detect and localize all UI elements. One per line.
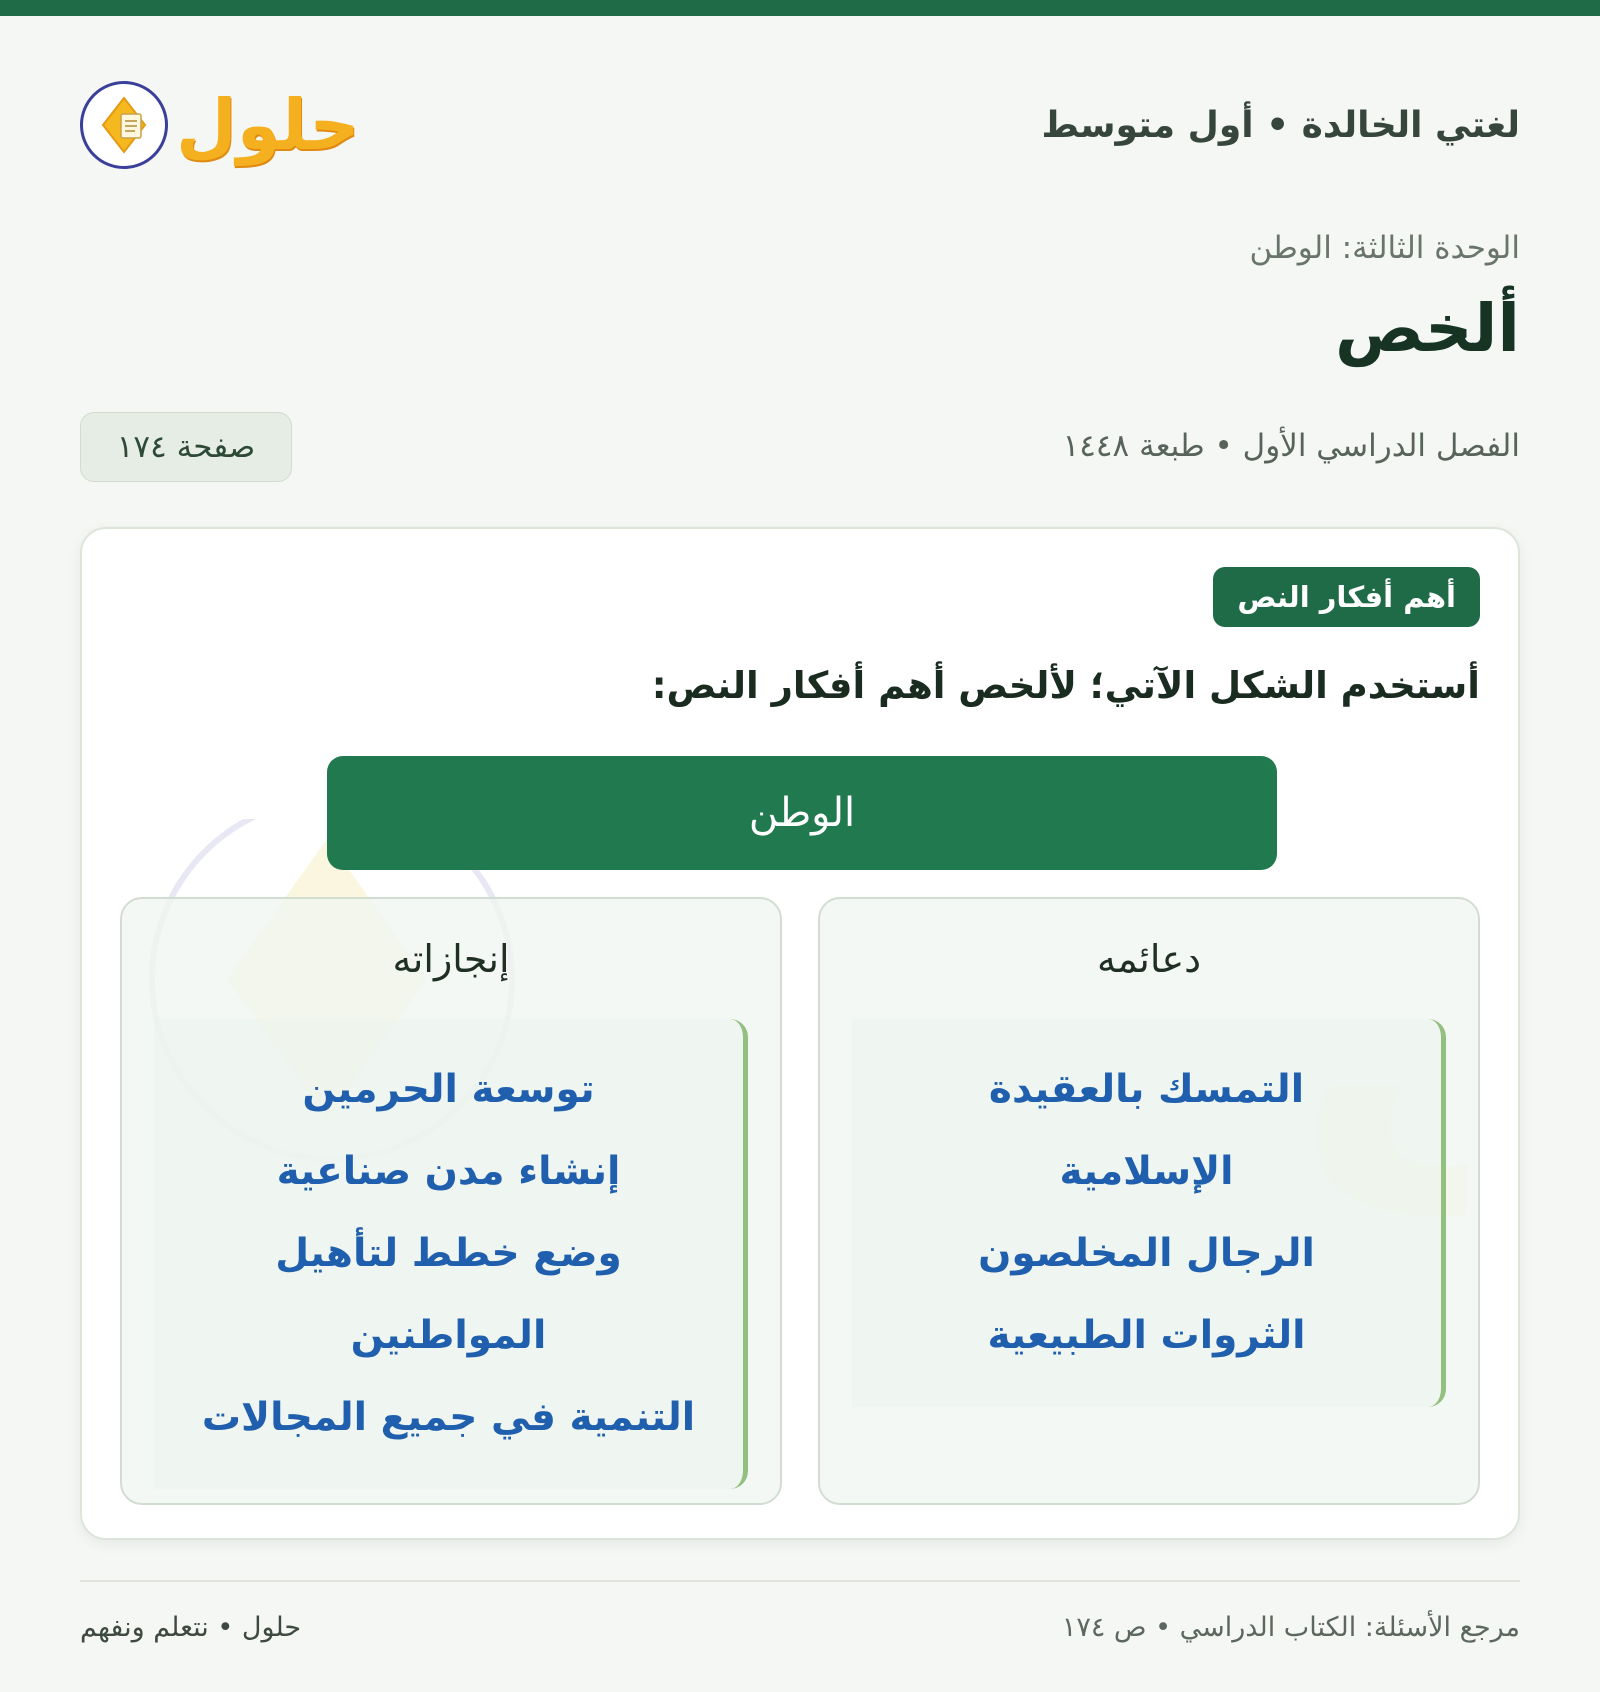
top-accent-bar <box>0 0 1600 16</box>
unit-label: الوحدة الثالثة: الوطن <box>1249 230 1520 266</box>
section-label: أهم أفكار النص <box>1213 567 1480 627</box>
branch-answer-list <box>154 1019 748 1489</box>
logo-emblem-icon <box>80 81 168 169</box>
page-header <box>80 70 1520 180</box>
semester-info: الفصل الدراسي الأول • طبعة ١٤٤٨ <box>1062 428 1520 464</box>
branch-title: دعائمه <box>1096 937 1202 981</box>
branch-title: إنجازاته <box>392 937 510 981</box>
list-item: إنشاء مدن صناعية <box>276 1149 621 1194</box>
list-item: الرجال المخلصون <box>978 1231 1315 1276</box>
list-item: توسعة الحرمين <box>302 1067 595 1112</box>
summary-card <box>80 527 1520 1540</box>
footer-reference: مرجع الأسئلة: الكتاب الدراسي • ص ١٧٤ <box>1061 1612 1520 1643</box>
site-logo[interactable] <box>80 81 360 169</box>
branch-achievements <box>120 897 782 1505</box>
mindmap-root-node: الوطن <box>327 756 1277 870</box>
list-item: الثروات الطبيعية <box>987 1313 1306 1358</box>
list-item: المواطنين <box>350 1313 547 1358</box>
instruction-text: أستخدم الشكل الآتي؛ لألخص أهم أفكار النص: <box>651 664 1480 707</box>
footer-divider <box>80 1580 1520 1582</box>
list-item: الإسلامية <box>1059 1149 1234 1194</box>
subject-title: لغتي الخالدة • أول متوسط <box>1041 104 1520 146</box>
branch-pillars <box>818 897 1480 1505</box>
logo-wordmark: حلول <box>176 84 360 166</box>
footer-brand[interactable]: حلول • نتعلم ونفهم <box>80 1612 302 1643</box>
page-number-badge: صفحة ١٧٤ <box>80 412 292 482</box>
page-title: ألخص <box>1334 290 1520 367</box>
list-item: وضع خطط لتأهيل <box>275 1231 622 1276</box>
branch-answer-list <box>852 1019 1446 1407</box>
list-item: التمسك بالعقيدة <box>988 1067 1305 1112</box>
list-item: التنمية في جميع المجالات <box>201 1395 696 1440</box>
